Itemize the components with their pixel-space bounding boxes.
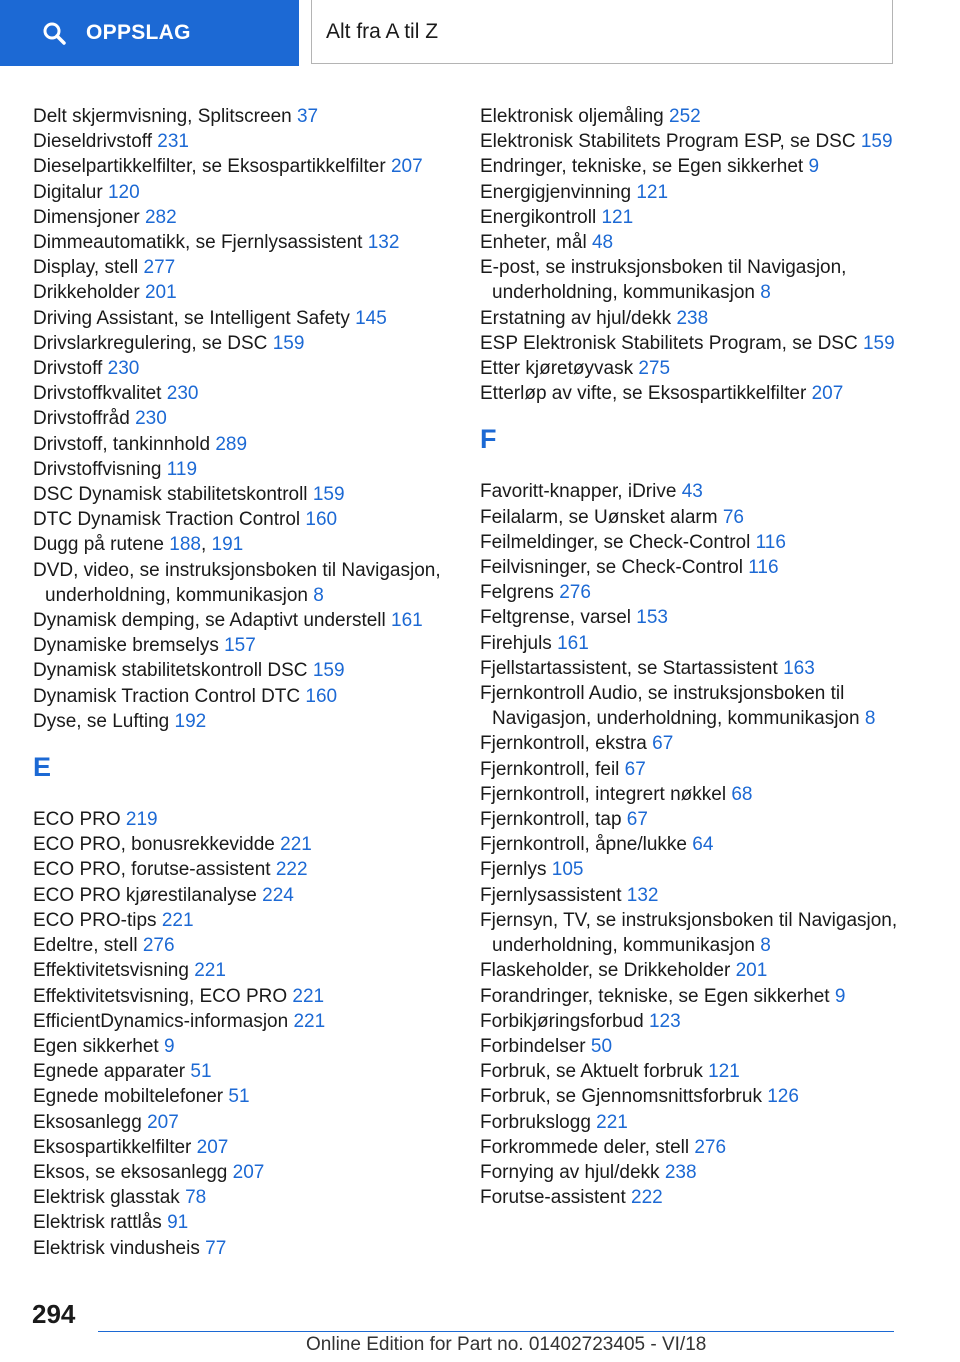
page-reference-link[interactable]: 119: [166, 458, 198, 480]
index-entry-text: DSC Dynamisk stabilitetskontroll: [33, 484, 308, 506]
page-reference-link[interactable]: 67: [626, 809, 648, 831]
index-entry-text: Forandringer, tekniske, se Egen sikkerhet: [480, 985, 830, 1007]
section-tab-oppslag[interactable]: [0, 0, 299, 66]
index-entry-text: Forbrukslogg: [480, 1111, 591, 1133]
index-entry-text: Fjernkontroll Audio, se instruksjonsboken til Navigasjon, underholdning, kommunikasjon: [480, 683, 860, 730]
index-entry: [33, 255, 458, 280]
page-reference-link[interactable]: 276: [694, 1136, 727, 1158]
index-entry-text: Drivstoff: [33, 358, 103, 380]
index-entry: [33, 984, 458, 1009]
page-reference-link[interactable]: 67: [652, 733, 674, 755]
index-entry: [480, 857, 900, 882]
index-entry-text: Enheter, mål: [480, 232, 587, 254]
index-entry: [33, 1135, 458, 1160]
index-entry-text: Feilmeldinger, se Check-Control: [480, 531, 751, 553]
page-reference-link[interactable]: 132: [626, 884, 659, 906]
page-reference-link[interactable]: 116: [748, 557, 779, 579]
page-reference-link[interactable]: 64: [692, 834, 714, 856]
index-entry-text: Feilvisninger, se Check-Control: [480, 557, 743, 579]
page-reference-link[interactable]: 221: [280, 834, 312, 856]
index-entry-text: Dynamisk Traction Control DTC: [33, 685, 301, 707]
page-reference-link[interactable]: 207: [147, 1111, 179, 1133]
index-entry-text: Elektrisk rattlås: [33, 1212, 162, 1234]
page-reference-link[interactable]: 9: [834, 985, 846, 1007]
page-reference-link[interactable]: 221: [161, 909, 194, 931]
index-column-left: [33, 104, 458, 1261]
page-reference-link[interactable]: 163: [783, 657, 815, 679]
index-entry: [33, 230, 458, 255]
page-reference-link[interactable]: 276: [559, 582, 591, 604]
index-entry-text: Flaskeholder, se Drikkeholder: [480, 960, 731, 982]
page-number: 294: [32, 1299, 76, 1329]
index-entry: [480, 908, 900, 958]
page-reference-link[interactable]: 161: [391, 610, 423, 632]
index-entry-text: Fjernkontroll, feil: [480, 758, 620, 780]
index-entry-text: Fjernkontroll, ekstra: [480, 733, 647, 755]
page-reference-link[interactable]: 43: [681, 481, 703, 503]
index-entry-text: ESP Elektronisk Stabilitets Program, se DSC: [480, 332, 858, 354]
index-entry: [33, 180, 458, 205]
index-entry: [480, 205, 900, 230]
index-entry: [480, 154, 900, 179]
index-entry-text: Dimensjoner: [33, 206, 140, 228]
index-entry-text: ECO PRO: [33, 809, 121, 831]
page-reference-link[interactable]: 78: [185, 1187, 207, 1209]
index-entry-text: Driving Assistant, se Intelligent Safety: [33, 307, 350, 329]
index-entry: [480, 1059, 900, 1084]
index-entry-text: Edeltre, stell: [33, 935, 138, 957]
page-reference-link[interactable]: 48: [591, 232, 614, 254]
page-reference-link[interactable]: 282: [144, 206, 177, 228]
index-entry: [480, 129, 900, 154]
index-entry: [33, 432, 458, 457]
index-entry-text: ECO PRO, forutse-assistent: [33, 859, 271, 881]
page-reference-link[interactable]: 116: [755, 531, 786, 553]
index-entry: [33, 857, 458, 882]
index-entry: [480, 381, 900, 406]
index-entry: [33, 1236, 458, 1261]
index-entry-text: Fjernlysassistent: [480, 884, 622, 906]
page-reference-link[interactable]: 201: [144, 282, 177, 304]
page-reference-link[interactable]: 51: [228, 1086, 250, 1108]
page-reference-link[interactable]: 8: [760, 935, 771, 957]
index-entry: [480, 782, 900, 807]
page-reference-link[interactable]: 221: [292, 985, 325, 1007]
page-reference-link[interactable]: 230: [166, 383, 199, 405]
page-reference-link[interactable]: 91: [167, 1212, 189, 1234]
index-entry-text: ECO PRO-tips: [33, 909, 157, 931]
index-entry: [480, 356, 900, 381]
page-reference-link[interactable]: 8: [313, 584, 324, 606]
index-entry: [33, 1185, 458, 1210]
index-entry-text: Firehjuls: [480, 632, 552, 654]
index-entry-text: Forbruk, se Aktuelt forbruk: [480, 1061, 703, 1083]
index-entry: [480, 1034, 900, 1059]
index-entry: [33, 381, 458, 406]
index-entry-text: Elektronisk oljemåling: [480, 106, 664, 127]
index-entry: [480, 1110, 900, 1135]
index-entry: [33, 1210, 458, 1235]
page-reference-link[interactable]: 221: [194, 960, 226, 982]
index-entry: [480, 958, 900, 983]
index-entry-text: Fjernkontroll, integrert nøkkel: [480, 783, 727, 805]
index-entry-text: Egnede mobiltelefoner: [33, 1086, 224, 1108]
index-entry-text: Dimmeautomatikk, se Fjernlysassistent: [33, 232, 363, 254]
page-reference-link[interactable]: 221: [596, 1111, 628, 1133]
index-entry-text: Felgrens: [480, 582, 554, 604]
index-entry-text: Digitalur: [33, 181, 103, 203]
index-entry-text: Endringer, tekniske, se Egen sikkerhet: [480, 156, 804, 178]
page-reference-link[interactable]: 230: [135, 408, 167, 430]
index-entry: [480, 1009, 900, 1034]
page-reference-link[interactable]: 121: [601, 206, 634, 228]
index-entry: [480, 1084, 900, 1109]
index-entry-text: Forbikjøringsforbud: [480, 1010, 644, 1032]
page-reference-link[interactable]: 207: [196, 1136, 229, 1158]
index-entry-text: Egnede apparater: [33, 1061, 186, 1083]
index-entry: [480, 1185, 900, 1210]
index-entry: Dugg på rutene 188, 191: [33, 534, 244, 556]
index-entry: [480, 605, 900, 630]
page-reference-link[interactable]: 238: [676, 307, 709, 329]
index-entry-text: Dyse, se Lufting: [33, 710, 170, 732]
page-reference-link[interactable]: 161: [557, 632, 589, 654]
page-reference-link[interactable]: 8: [760, 282, 771, 304]
page-reference-link[interactable]: 8: [864, 708, 876, 730]
index-entry: [480, 1160, 900, 1185]
index-entry: [33, 306, 458, 331]
page-reference-link[interactable]: 207: [390, 156, 423, 178]
page-reference-link[interactable]: 145: [355, 307, 387, 329]
page-reference-link[interactable]: 121: [636, 181, 669, 203]
page-reference-link[interactable]: 121: [708, 1061, 740, 1083]
page-reference-link[interactable]: 224: [262, 884, 294, 906]
index-entry: [33, 154, 458, 179]
page-reference-link[interactable]: 123: [648, 1010, 681, 1032]
index-entry: [33, 280, 458, 305]
index-entry: [480, 479, 900, 504]
index-entry: [33, 1084, 458, 1109]
index-entry: [33, 608, 458, 633]
index-entry: [480, 530, 900, 555]
index-entry: [33, 507, 458, 532]
index-entry: [33, 457, 458, 482]
index-entry: [480, 306, 900, 331]
section-label: OPPSLAG: [86, 21, 191, 44]
index-entry-text: Feltgrense, varsel: [480, 607, 632, 629]
page-reference-link[interactable]: 231: [157, 131, 189, 153]
page-reference-link[interactable]: 230: [107, 358, 140, 380]
page-reference-link[interactable]: 219: [125, 809, 158, 831]
page-reference-link[interactable]: 68: [731, 783, 753, 805]
index-entry: [33, 1009, 458, 1034]
index-entry-text: Etterløp av vifte, se Eksospartikkelfilter: [480, 383, 807, 405]
index-entry: [33, 709, 458, 734]
index-entry-text: Drivslarkregulering, se DSC: [33, 332, 268, 354]
index-entry: [33, 658, 458, 683]
index-entry: [480, 731, 900, 756]
page-reference-link[interactable]: 76: [722, 506, 744, 528]
index-entry: [33, 684, 458, 709]
index-entry-text: Dieseldrivstoff: [33, 131, 152, 153]
index-entry: [33, 1059, 458, 1084]
index-entry: [33, 1034, 458, 1059]
index-entry-text: Forbindelser: [480, 1035, 586, 1057]
index-entry-text: Egen sikkerhet: [33, 1035, 159, 1057]
index-entry: [480, 180, 900, 205]
index-entry-text: Dynamisk stabilitetskontroll DSC: [33, 660, 308, 682]
page-reference-link[interactable]: 67: [624, 758, 646, 780]
index-entry-text: Display, stell: [33, 257, 139, 279]
page-reference-link[interactable]: 160: [305, 509, 338, 531]
page-reference-link[interactable]: 9: [163, 1035, 175, 1057]
index-entry-text: Dugg på rutene: [33, 534, 164, 556]
index-entry-text: Energigjenvinning: [480, 181, 632, 203]
index-entry-text: Dynamiske bremselys: [33, 635, 219, 657]
index-entry-text: ECO PRO, bonusrekkevidde: [33, 834, 275, 856]
page-reference-link[interactable]: 120: [107, 181, 140, 203]
page-reference-link[interactable]: 222: [275, 859, 308, 881]
page-reference-link[interactable]: 188: [169, 534, 201, 556]
page-reference-link[interactable]: 126: [767, 1086, 799, 1108]
index-entry: [33, 558, 458, 608]
page-reference-link[interactable]: 159: [312, 660, 345, 682]
page-reference-link[interactable]: 252: [669, 106, 701, 127]
page-reference-link[interactable]: 51: [190, 1061, 212, 1083]
index-entry: [33, 205, 458, 230]
index-entry-text: Etter kjøretøyvask: [480, 358, 634, 380]
index-entry-text: Fjernkontroll, åpne/lukke: [480, 834, 687, 856]
page-reference-link[interactable]: 157: [224, 635, 256, 657]
index-entry: [33, 1110, 458, 1135]
index-entry: [480, 832, 900, 857]
index-entry: [33, 832, 458, 857]
page-reference-link[interactable]: 222: [631, 1187, 663, 1209]
page-reference-link[interactable]: 160: [305, 685, 338, 707]
index-entry-text: Delt skjermvisning, Splitscreen: [33, 106, 292, 127]
index-entry-text: Effektivitetsvisning, ECO PRO: [33, 985, 288, 1007]
index-entry-text: Forutse-assistent: [480, 1187, 626, 1209]
index-entry: [480, 984, 900, 1009]
index-entry-text: Fornying av hjul/dekk: [480, 1161, 660, 1183]
index-entry: [33, 129, 458, 154]
index-entry: [480, 255, 900, 305]
index-entry: [33, 933, 458, 958]
index-entry-text: Fjellstartassistent, se Startassistent: [480, 657, 778, 679]
index-entry-text: Eksos, se eksosanlegg: [33, 1161, 228, 1183]
page-reference-link[interactable]: 207: [232, 1161, 265, 1183]
index-entry: [33, 908, 458, 933]
page-reference-link[interactable]: 159: [312, 484, 345, 506]
index-entry: [33, 958, 458, 983]
index-entry-text: Effektivitetsvisning: [33, 960, 189, 982]
header-bar: [0, 0, 960, 66]
page-reference-link[interactable]: 221: [293, 1010, 326, 1032]
index-entry: [480, 230, 900, 255]
search-icon: [42, 21, 66, 45]
index-entry-text: Drivstoffvisning: [33, 458, 162, 480]
index-entry: [480, 883, 900, 908]
index-entry-text: Forkrommede deler, stell: [480, 1136, 690, 1158]
index-entry: [480, 580, 900, 605]
page-reference-link[interactable]: 105: [551, 859, 584, 881]
index-entry: [480, 631, 900, 656]
index-entry-text: Favoritt-knapper, iDrive: [480, 481, 677, 503]
index-entry-text: Energikontroll: [480, 206, 597, 228]
index-entry: [33, 406, 458, 431]
index-entry: [33, 356, 458, 381]
index-entry: [480, 104, 900, 129]
index-entry: [33, 1160, 458, 1185]
index-entry: [33, 104, 458, 129]
index-entry-text: Fjernkontroll, tap: [480, 809, 622, 831]
index-entry-text: ECO PRO kjørestilanalyse: [33, 884, 257, 906]
index-entry-text: Fjernlys: [480, 859, 547, 881]
index-letter-heading: E: [33, 752, 52, 783]
index-entry-text: Drivstoffråd: [33, 408, 130, 430]
index-entry-text: Elektrisk vindusheis: [33, 1237, 200, 1259]
index-entry: [33, 482, 458, 507]
page-reference-link[interactable]: 9: [808, 156, 820, 178]
index-entry: [33, 331, 458, 356]
index-entry: [480, 681, 900, 731]
page-reference-link[interactable]: 132: [367, 232, 400, 254]
index-entry: [480, 807, 900, 832]
index-entry-text: Dynamisk demping, se Adaptivt understell: [33, 610, 386, 632]
index-entry: [33, 883, 458, 908]
index-entry-text: E-post, se instruksjonsboken til Navigasjon, underholdning, kommunikasjon: [480, 257, 847, 304]
page-reference-link[interactable]: 159: [272, 332, 305, 354]
index-entry-text: DVD, video, se instruksjonsboken til Navigasjon, underholdning, kommunikasjon: [33, 559, 441, 606]
page-reference-link[interactable]: 159: [862, 332, 895, 354]
index-column-right: [480, 104, 900, 1210]
page-reference-link[interactable]: 37: [296, 106, 319, 127]
index-entry-text: Erstatning av hjul/dekk: [480, 307, 672, 329]
page-reference-link[interactable]: 159: [860, 131, 893, 153]
index-entry: [33, 633, 458, 658]
page-reference-link[interactable]: 276: [142, 935, 175, 957]
edition-text: Online Edition for Part no. 01402723405 - VI/18: [306, 1334, 707, 1355]
page-reference-link[interactable]: 238: [664, 1161, 697, 1183]
chapter-tab[interactable]: [311, 0, 893, 64]
page-reference-link[interactable]: 201: [735, 960, 768, 982]
index-entry-text: Drikkeholder: [33, 282, 140, 304]
page-reference-link[interactable]: 153: [636, 607, 668, 629]
page-reference-link[interactable]: 207: [811, 383, 844, 405]
index-entry-text: Eksospartikkelfilter: [33, 1136, 192, 1158]
index-entry-text: Drivstoff, tankinnhold: [33, 433, 211, 455]
index-entry: [480, 757, 900, 782]
index-entry: [480, 555, 900, 580]
page-reference-link[interactable]: 289: [215, 433, 248, 455]
page-reference-link[interactable]: 77: [205, 1237, 227, 1259]
index-entry: [480, 331, 900, 356]
page-reference-link[interactable]: 50: [590, 1035, 613, 1057]
index-entry-text: Feilalarm, se Uønsket alarm: [480, 506, 718, 528]
index-entry: [480, 505, 900, 530]
index-entry-text: DTC Dynamisk Traction Control: [33, 509, 301, 531]
index-entry-text: Elektrisk glasstak: [33, 1187, 180, 1209]
index-entry-text: Dieselpartikkelfilter, se Eksospartikkelfilter: [33, 156, 386, 178]
index-letter-heading: F: [480, 424, 497, 455]
index-entry-text: Fjernsyn, TV, se instruksjonsboken til Navigasjon, underholdning, kommunikasjon: [480, 909, 898, 957]
index-entry: [480, 1135, 900, 1160]
footer-divider: [98, 1331, 894, 1332]
index-entry: [33, 807, 458, 832]
page-reference-link[interactable]: 275: [638, 358, 671, 380]
page-reference-link[interactable]: 191: [211, 534, 244, 556]
index-entry-text: Eksosanlegg: [33, 1111, 142, 1133]
page-reference-link[interactable]: 192: [174, 710, 207, 732]
chapter-label: Alt fra A til Z: [326, 19, 439, 43]
index-entry-text: EfficientDynamics-informasjon: [33, 1010, 289, 1032]
index-entry: [480, 656, 900, 681]
page-reference-link[interactable]: 277: [143, 257, 176, 279]
index-entry-text: Drivstoffkvalitet: [33, 383, 162, 405]
index-entry-text: Elektronisk Stabilitets Program ESP, se DSC: [480, 131, 856, 153]
index-entry-text: Forbruk, se Gjennomsnittsforbruk: [480, 1086, 762, 1108]
